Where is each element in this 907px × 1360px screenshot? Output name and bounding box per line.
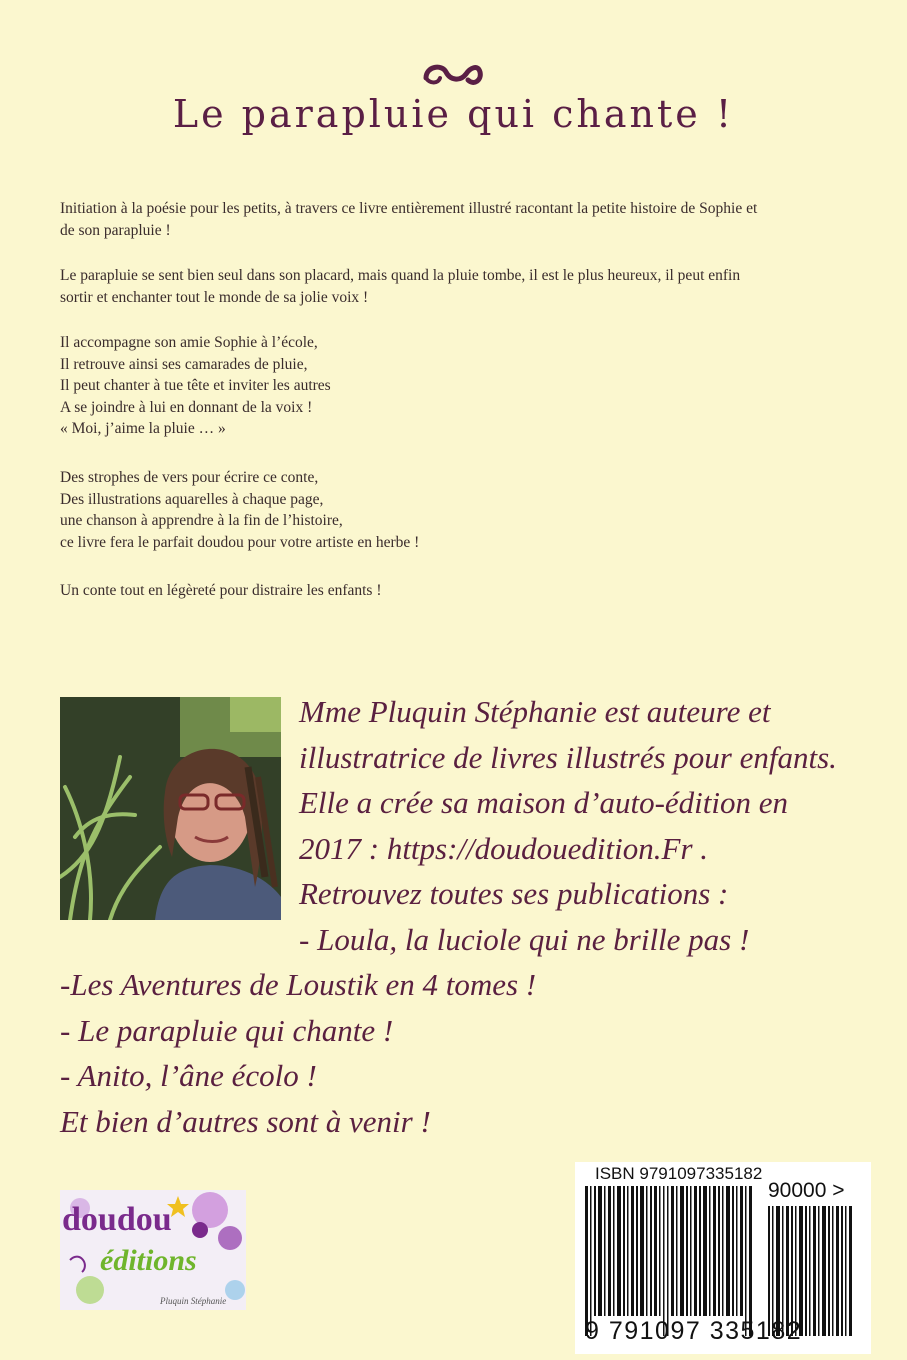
poem-line: Il accompagne son amie Sophie à l’école, <box>60 334 318 351</box>
bio-line: Retrouvez toutes ses publications : <box>299 876 729 911</box>
blurb-paragraph-1 <box>60 198 860 241</box>
logo-line-2: éditions <box>100 1244 197 1277</box>
isbn-barcode <box>575 1162 871 1354</box>
poem-line: « Moi, j’aime la pluie … » <box>60 420 226 437</box>
blurb-line: Un conte tout en légèreté pour distraire les enfants ! <box>60 582 382 599</box>
bio-line: - Anito, l’âne écolo ! <box>60 1058 317 1093</box>
poem-line: Il retrouve ainsi ses camarades de pluie, <box>60 355 308 373</box>
bio-line: Elle a crée sa maison d’auto-édition en <box>299 785 789 820</box>
blurb-line: Le parapluie se sent bien seul dans son placard, mais quand la pluie tombe, il est le plus heureux, il peut enfin <box>60 267 741 284</box>
publisher-logo <box>60 1190 246 1310</box>
blurb-line: une chanson à apprendre à la fin de l’histoire, <box>60 512 343 529</box>
blurb-paragraph-2 <box>60 265 860 308</box>
bio-line: 2017 : https://doudouedition.Fr . <box>299 830 709 866</box>
logo-signature: Pluquin Stéphanie <box>160 1296 227 1306</box>
blurb-line: de son parapluie ! <box>60 221 171 239</box>
ornament-swirl-icon <box>420 58 484 92</box>
book-title: Le parapluie qui chante ! <box>172 92 735 136</box>
blurb-line: Des illustrations aquarelles à chaque page, <box>60 490 324 508</box>
bio-line: Mme Pluquin Stéphanie est auteure et <box>299 694 771 729</box>
barcode-bars <box>585 1186 852 1336</box>
isbn-label: ISBN 9791097335182 <box>595 1164 763 1183</box>
bio-line: - Le parapluie qui chante ! <box>60 1012 394 1048</box>
author-photo <box>60 697 281 920</box>
author-bio-publications <box>60 962 536 1144</box>
addon-price-code: 90000 > <box>768 1179 845 1202</box>
logo-line-1: doudou <box>62 1201 172 1238</box>
poem-line: A se joindre à lui en donnant de la voix ! <box>60 398 313 416</box>
bio-line: -Les Aventures de Loustik en 4 tomes ! <box>60 967 537 1002</box>
blurb-paragraph-4 <box>60 467 860 553</box>
blurb-line: Initiation à la poésie pour les petits, à travers ce livre entièrement illustré racontant la petite histoire de Sophie et <box>60 200 758 217</box>
bio-line: illustratrice de livres illustrés pour enfants. <box>299 739 837 775</box>
isbn-digits: 9 791097 335182 <box>585 1317 803 1345</box>
poem-line: Il peut chanter à tue tête et inviter les autres <box>60 377 331 394</box>
blurb-line: ce livre fera le parfait doudou pour votre artiste en herbe ! <box>60 533 420 551</box>
bio-line: Et bien d’autres sont à venir ! <box>60 1103 431 1139</box>
author-bio-beside-photo <box>299 689 837 962</box>
blurb-poem <box>60 332 860 440</box>
blurb-line: Des strophes de vers pour écrire ce conte, <box>60 469 319 486</box>
blurb-line: sortir et enchanter tout le monde de sa jolie voix ! <box>60 288 369 306</box>
blurb-paragraph-5 <box>60 580 860 602</box>
bio-line: - Loula, la luciole qui ne brille pas ! <box>299 921 750 957</box>
